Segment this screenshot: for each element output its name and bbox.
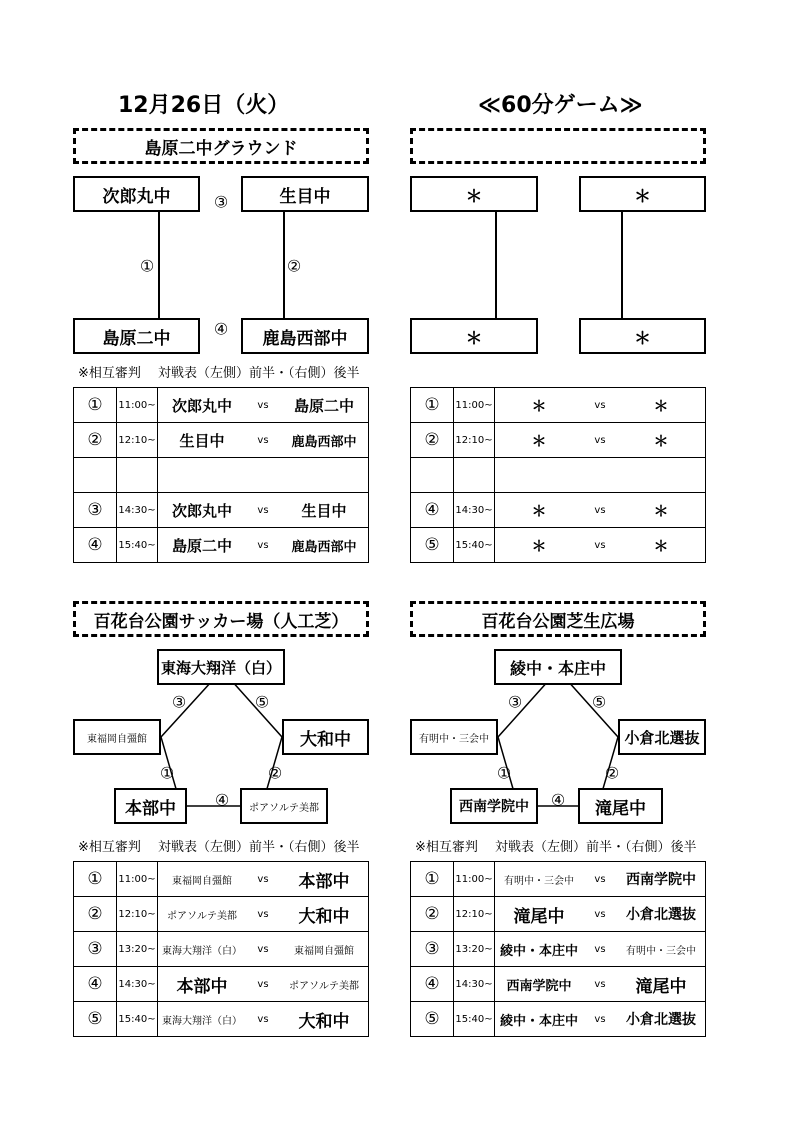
match-number-label: ③	[507, 692, 523, 712]
vs-label: vs	[257, 434, 269, 446]
table-row	[411, 1002, 706, 1037]
away-team: 滝尾中	[635, 976, 687, 997]
match-number-label: ④	[214, 790, 230, 810]
home-team: ＊	[531, 501, 547, 520]
vs-label: vs	[594, 873, 606, 885]
team-box: 有明中・三会中	[410, 719, 498, 755]
kickoff-time: 14:30~	[454, 967, 495, 1002]
team-box: 大和中	[282, 719, 369, 755]
team-box: 西南学院中	[450, 788, 538, 824]
home-team: 東海大翔洋（白）	[162, 1015, 242, 1027]
match-number: ③	[74, 493, 117, 528]
team-box: 本部中	[114, 788, 187, 824]
vs-label: vs	[594, 504, 606, 516]
kickoff-time: 11:00~	[454, 388, 495, 423]
match-number-label: ③	[171, 692, 187, 712]
team-box: 島原二中	[73, 318, 200, 354]
referee-note: ※相互審判 対戦表（左側）前半・（右側）後半	[415, 840, 697, 855]
referee-note: ※相互審判 対戦表（左側）前半・（右側）後半	[78, 840, 360, 855]
kickoff-time: 15:40~	[117, 528, 158, 563]
match-number: ④	[411, 967, 454, 1002]
vs-label: vs	[257, 978, 269, 990]
home-team: 有明中・三会中	[504, 875, 574, 887]
home-team: 島原二中	[171, 536, 232, 555]
team-box: ＊	[579, 176, 706, 212]
team-box: ＊	[410, 318, 538, 354]
match-number-label: ③	[213, 192, 229, 212]
vs-label: vs	[594, 1013, 606, 1025]
vs-label: vs	[594, 539, 606, 551]
schedule-table-br	[410, 861, 706, 1037]
home-team: 綾中・本庄中	[499, 1013, 578, 1029]
match-number: ②	[74, 423, 117, 458]
kickoff-time: 12:10~	[117, 423, 158, 458]
team-box: ＊	[410, 176, 538, 212]
team-box: 東海大翔洋（白）	[157, 649, 285, 685]
match-number: ②	[74, 897, 117, 932]
match-number-label: ①	[496, 763, 512, 783]
match-number: ⑤	[74, 1002, 117, 1037]
match-number: ④	[411, 493, 454, 528]
home-team: ＊	[531, 431, 547, 450]
away-team: ＊	[653, 431, 669, 450]
vs-label: vs	[257, 943, 269, 955]
match-number-label: ②	[286, 256, 302, 276]
kickoff-time: 14:30~	[454, 493, 495, 528]
home-team: 東海大翔洋（白）	[162, 945, 242, 957]
away-team: 島原二中	[293, 396, 354, 415]
match-number: ③	[74, 932, 117, 967]
home-team: ポアソルテ美都	[167, 910, 237, 922]
kickoff-time: 13:20~	[117, 932, 158, 967]
kickoff-time: 12:10~	[454, 897, 495, 932]
date-title: 12月26日（火）	[118, 93, 290, 118]
game-length-title: ≪60分ゲーム≫	[478, 93, 643, 118]
home-team: 次郎丸中	[171, 501, 232, 520]
team-box: ＊	[579, 318, 706, 354]
vs-label: vs	[257, 908, 269, 920]
vs-label: vs	[594, 943, 606, 955]
away-team: 東福岡自彊館	[293, 945, 354, 957]
away-team: 有明中・三会中	[625, 945, 696, 957]
match-number: ⑤	[411, 528, 454, 563]
table-row	[411, 932, 706, 967]
match-number-label: ④	[550, 790, 566, 810]
away-team: 小倉北選抜	[625, 907, 696, 923]
match-number-label: ⑤	[254, 692, 270, 712]
kickoff-time: 11:00~	[117, 862, 158, 897]
away-team: 小倉北選抜	[625, 1012, 696, 1028]
away-team: ポアソルテ美都	[288, 980, 359, 992]
home-team: 綾中・本庄中	[499, 943, 578, 959]
table-row	[411, 862, 706, 897]
team-box: 綾中・本庄中	[494, 649, 622, 685]
kickoff-time: 14:30~	[117, 493, 158, 528]
home-team: 次郎丸中	[171, 396, 232, 415]
vs-label: vs	[257, 873, 269, 885]
team-box: 鹿島西部中	[241, 318, 369, 354]
vs-label: vs	[257, 539, 269, 551]
away-team: 本部中	[298, 871, 350, 892]
kickoff-time: 11:00~	[117, 388, 158, 423]
match-number: ①	[411, 862, 454, 897]
venue-title-bl: 百花台公園サッカー場（人工芝）	[73, 601, 369, 637]
home-team: 生目中	[179, 431, 225, 450]
team-box: 東福岡自彊館	[73, 719, 161, 755]
match-number: ①	[74, 862, 117, 897]
match-number-label: ①	[159, 763, 175, 783]
home-team: 滝尾中	[513, 906, 565, 927]
home-team: ＊	[531, 536, 547, 555]
home-team: 東福岡自彊館	[172, 875, 232, 887]
away-team: 鹿島西部中	[291, 434, 357, 450]
kickoff-time: 11:00~	[454, 862, 495, 897]
vs-label: vs	[257, 504, 269, 516]
referee-note: ※相互審判 対戦表（左側）前半・（右側）後半	[78, 366, 360, 381]
team-box: 次郎丸中	[73, 176, 200, 212]
kickoff-time: 15:40~	[117, 1002, 158, 1037]
away-team: 大和中	[298, 1011, 350, 1032]
match-number-label: ④	[213, 319, 229, 339]
match-number: ④	[74, 528, 117, 563]
venue-title-tl: 島原二中グラウンド	[73, 128, 369, 164]
home-team: 西南学院中	[506, 978, 572, 994]
vs-label: vs	[594, 434, 606, 446]
vs-label: vs	[257, 399, 269, 411]
match-number-label: ⑤	[591, 692, 607, 712]
match-number: ①	[411, 388, 454, 423]
away-team: ＊	[653, 536, 669, 555]
match-number-label: ②	[604, 763, 620, 783]
vs-label: vs	[257, 1013, 269, 1025]
team-box: 生目中	[241, 176, 369, 212]
home-team: ＊	[531, 396, 547, 415]
vs-label: vs	[594, 978, 606, 990]
match-number: ②	[411, 423, 454, 458]
kickoff-time: 12:10~	[117, 897, 158, 932]
match-number: ④	[74, 967, 117, 1002]
away-team: ＊	[653, 501, 669, 520]
match-number: ①	[74, 388, 117, 423]
kickoff-time: 13:20~	[454, 932, 495, 967]
home-team: 本部中	[176, 976, 228, 997]
vs-label: vs	[594, 399, 606, 411]
team-box: 小倉北選抜	[618, 719, 706, 755]
away-team: ＊	[653, 396, 669, 415]
away-team: 生目中	[301, 501, 347, 520]
venue-title-br: 百花台公園芝生広場	[410, 601, 706, 637]
table-row	[411, 967, 706, 1002]
kickoff-time: 15:40~	[454, 528, 495, 563]
match-number: ③	[411, 932, 454, 967]
vs-label: vs	[594, 908, 606, 920]
kickoff-time: 15:40~	[454, 1002, 495, 1037]
kickoff-time: 12:10~	[454, 423, 495, 458]
away-team: 鹿島西部中	[291, 539, 357, 555]
match-number: ⑤	[411, 1002, 454, 1037]
match-number-label: ②	[267, 763, 283, 783]
team-box: ポアソルテ美都	[240, 788, 328, 824]
table-row	[411, 897, 706, 932]
team-box: 滝尾中	[578, 788, 663, 824]
match-number: ②	[411, 897, 454, 932]
match-number-label: ①	[139, 256, 155, 276]
kickoff-time: 14:30~	[117, 967, 158, 1002]
away-team: 大和中	[298, 906, 350, 927]
away-team: 西南学院中	[625, 872, 696, 888]
